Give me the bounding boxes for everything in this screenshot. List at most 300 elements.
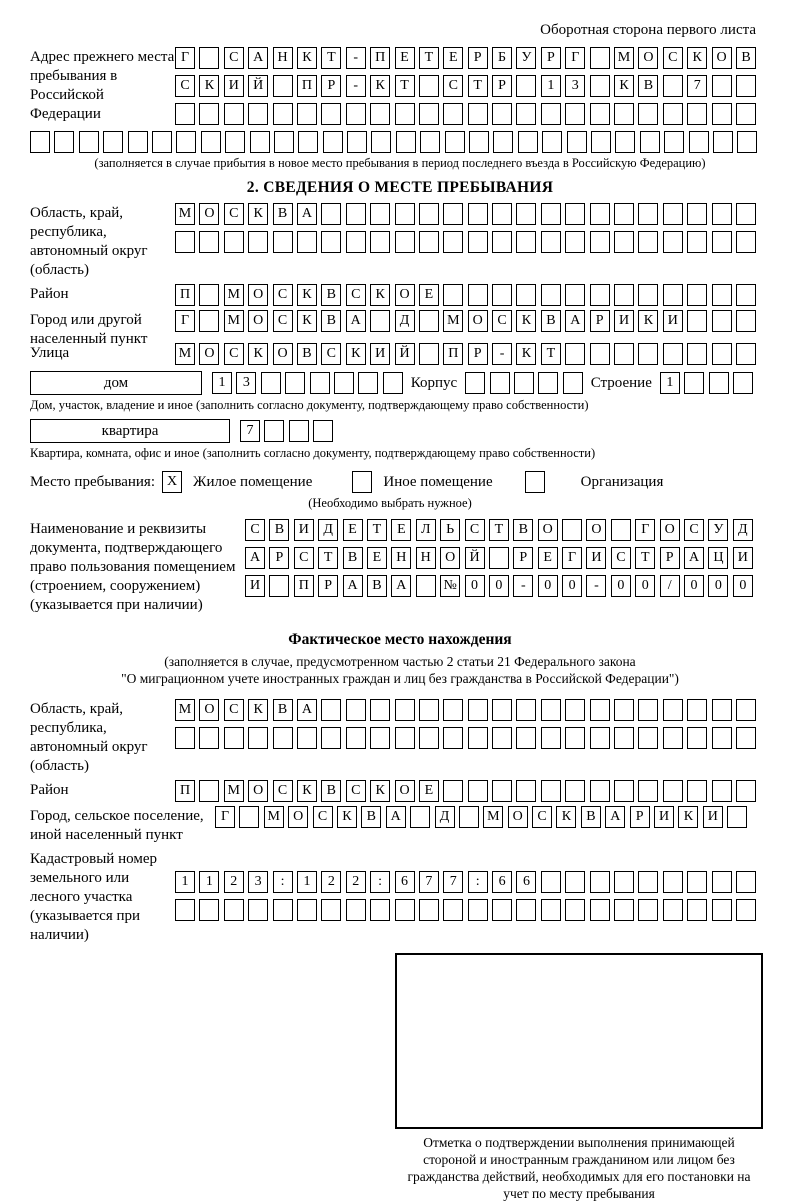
region-cell[interactable]: В: [273, 203, 293, 225]
cadastral-cell[interactable]: :: [273, 871, 293, 893]
cadastral-cell[interactable]: [492, 899, 512, 921]
street-cell[interactable]: О: [199, 343, 219, 365]
prev-address-cell[interactable]: С: [224, 47, 244, 69]
district-cell[interactable]: [199, 284, 219, 306]
actual-region-cell[interactable]: [297, 727, 317, 749]
cadastral-cell[interactable]: [541, 871, 561, 893]
title-document-cell[interactable]: [562, 519, 582, 541]
city-cell[interactable]: [712, 310, 732, 332]
region-cell[interactable]: А: [297, 203, 317, 225]
city-cell[interactable]: К: [297, 310, 317, 332]
cadastral-cell[interactable]: [663, 899, 683, 921]
title-document-cell[interactable]: 0: [538, 575, 558, 597]
prev-address-cell[interactable]: [224, 103, 244, 125]
actual-district-cell[interactable]: [199, 780, 219, 802]
actual-city-cell[interactable]: М: [264, 806, 284, 828]
house-number-cell[interactable]: [310, 372, 330, 394]
prev-address-cell[interactable]: [420, 131, 440, 153]
prev-address-cell[interactable]: О: [638, 47, 658, 69]
title-document-cell[interactable]: Т: [489, 519, 509, 541]
city-cell[interactable]: С: [492, 310, 512, 332]
actual-district-cell[interactable]: [565, 780, 585, 802]
prev-address-cell[interactable]: 7: [687, 75, 707, 97]
cadastral-cell[interactable]: [224, 899, 244, 921]
actual-region-cell[interactable]: К: [248, 699, 268, 721]
city-cell[interactable]: В: [541, 310, 561, 332]
region-cell[interactable]: [590, 203, 610, 225]
cadastral-cell[interactable]: 1: [297, 871, 317, 893]
actual-district-cell[interactable]: [712, 780, 732, 802]
title-document-cell[interactable]: Е: [391, 519, 411, 541]
title-document-cell[interactable]: Р: [660, 547, 680, 569]
city-cell[interactable]: М: [443, 310, 463, 332]
title-document-cell[interactable]: /: [660, 575, 680, 597]
prev-address-cell[interactable]: [298, 131, 318, 153]
title-document-cell[interactable]: О: [660, 519, 680, 541]
cadastral-cell[interactable]: [395, 899, 415, 921]
cadastral-cell[interactable]: [712, 899, 732, 921]
actual-district-cell[interactable]: [638, 780, 658, 802]
city-cell[interactable]: [419, 310, 439, 332]
title-document-cell[interactable]: Й: [465, 547, 485, 569]
actual-district-cell[interactable]: [492, 780, 512, 802]
actual-city-cell[interactable]: А: [605, 806, 625, 828]
actual-region-cell[interactable]: [370, 699, 390, 721]
city-cell[interactable]: [199, 310, 219, 332]
actual-district-cell[interactable]: [736, 780, 756, 802]
stroenie-cell[interactable]: 1: [660, 372, 680, 394]
title-document-cell[interactable]: И: [245, 575, 265, 597]
cadastral-cell[interactable]: [590, 871, 610, 893]
prev-address-cell[interactable]: [396, 131, 416, 153]
prev-address-cell[interactable]: [323, 131, 343, 153]
actual-region-cell[interactable]: М: [175, 699, 195, 721]
district-cell[interactable]: В: [321, 284, 341, 306]
cadastral-cell[interactable]: [370, 899, 390, 921]
prev-address-cell[interactable]: [638, 103, 658, 125]
prev-address-cell[interactable]: [640, 131, 660, 153]
actual-region-cell[interactable]: С: [224, 699, 244, 721]
city-cell[interactable]: И: [663, 310, 683, 332]
region-cell[interactable]: [199, 231, 219, 253]
actual-region-cell[interactable]: [419, 699, 439, 721]
cadastral-cell[interactable]: [273, 899, 293, 921]
actual-region-cell[interactable]: [346, 699, 366, 721]
actual-region-cell[interactable]: [321, 699, 341, 721]
prev-address-cell[interactable]: Р: [541, 47, 561, 69]
district-cell[interactable]: О: [395, 284, 415, 306]
cadastral-cell[interactable]: 7: [443, 871, 463, 893]
actual-district-cell[interactable]: В: [321, 780, 341, 802]
city-cell[interactable]: С: [273, 310, 293, 332]
korpus-cell[interactable]: [563, 372, 583, 394]
district-cell[interactable]: [712, 284, 732, 306]
city-cell[interactable]: М: [224, 310, 244, 332]
region-cell[interactable]: [541, 231, 561, 253]
district-cell[interactable]: П: [175, 284, 195, 306]
cadastral-cell[interactable]: [614, 871, 634, 893]
district-cell[interactable]: [687, 284, 707, 306]
region-cell[interactable]: [492, 231, 512, 253]
actual-region-cell[interactable]: [516, 699, 536, 721]
street-cell[interactable]: О: [273, 343, 293, 365]
prev-address-cell[interactable]: Т: [321, 47, 341, 69]
actual-district-cell[interactable]: О: [395, 780, 415, 802]
region-cell[interactable]: [321, 231, 341, 253]
street-cell[interactable]: [736, 343, 756, 365]
prev-address-cell[interactable]: [370, 103, 390, 125]
korpus-cell[interactable]: [490, 372, 510, 394]
city-cell[interactable]: О: [248, 310, 268, 332]
apartment-number-cell[interactable]: [264, 420, 284, 442]
house-number-cell[interactable]: [285, 372, 305, 394]
title-document-cell[interactable]: №: [440, 575, 460, 597]
actual-district-cell[interactable]: О: [248, 780, 268, 802]
region-cell[interactable]: [346, 203, 366, 225]
city-cell[interactable]: Г: [175, 310, 195, 332]
title-document-cell[interactable]: 0: [635, 575, 655, 597]
prev-address-cell[interactable]: [736, 103, 756, 125]
title-document-cell[interactable]: В: [513, 519, 533, 541]
region-cell[interactable]: [541, 203, 561, 225]
district-cell[interactable]: С: [273, 284, 293, 306]
actual-city-cell[interactable]: И: [654, 806, 674, 828]
actual-region-cell[interactable]: [346, 727, 366, 749]
prev-address-cell[interactable]: Р: [321, 75, 341, 97]
region-cell[interactable]: С: [224, 203, 244, 225]
region-cell[interactable]: [565, 203, 585, 225]
prev-address-cell[interactable]: Е: [395, 47, 415, 69]
actual-district-cell[interactable]: М: [224, 780, 244, 802]
prev-address-cell[interactable]: [518, 131, 538, 153]
region-cell[interactable]: [395, 231, 415, 253]
cadastral-cell[interactable]: [565, 871, 585, 893]
title-document-cell[interactable]: О: [440, 547, 460, 569]
actual-city-cell[interactable]: И: [703, 806, 723, 828]
cadastral-cell[interactable]: :: [468, 871, 488, 893]
prev-address-cell[interactable]: [128, 131, 148, 153]
cadastral-cell[interactable]: 2: [346, 871, 366, 893]
actual-district-cell[interactable]: [614, 780, 634, 802]
actual-region-cell[interactable]: [492, 727, 512, 749]
region-cell[interactable]: М: [175, 203, 195, 225]
actual-region-cell[interactable]: [199, 727, 219, 749]
cadastral-cell[interactable]: 6: [492, 871, 512, 893]
prev-address-cell[interactable]: К: [199, 75, 219, 97]
prev-address-cell[interactable]: С: [443, 75, 463, 97]
apartment-number-cell[interactable]: [313, 420, 333, 442]
street-cell[interactable]: С: [224, 343, 244, 365]
street-cell[interactable]: П: [443, 343, 463, 365]
actual-city-cell[interactable]: [410, 806, 430, 828]
prev-address-cell[interactable]: -: [346, 75, 366, 97]
region-cell[interactable]: [590, 231, 610, 253]
actual-region-cell[interactable]: [712, 699, 732, 721]
title-document-cell[interactable]: И: [733, 547, 753, 569]
title-document-cell[interactable]: С: [684, 519, 704, 541]
district-cell[interactable]: [565, 284, 585, 306]
prev-address-cell[interactable]: [419, 75, 439, 97]
actual-region-cell[interactable]: [273, 727, 293, 749]
house-number-cell[interactable]: [383, 372, 403, 394]
title-document-cell[interactable]: Е: [367, 547, 387, 569]
district-cell[interactable]: С: [346, 284, 366, 306]
prev-address-cell[interactable]: [371, 131, 391, 153]
title-document-cell[interactable]: В: [367, 575, 387, 597]
cadastral-cell[interactable]: [199, 899, 219, 921]
actual-region-cell[interactable]: [248, 727, 268, 749]
prev-address-cell[interactable]: [274, 131, 294, 153]
prev-address-cell[interactable]: [395, 103, 415, 125]
prev-address-cell[interactable]: У: [516, 47, 536, 69]
district-cell[interactable]: [590, 284, 610, 306]
region-cell[interactable]: [248, 231, 268, 253]
cadastral-cell[interactable]: [419, 899, 439, 921]
house-number-cell[interactable]: 3: [236, 372, 256, 394]
cadastral-cell[interactable]: [248, 899, 268, 921]
actual-region-cell[interactable]: [663, 699, 683, 721]
district-cell[interactable]: Е: [419, 284, 439, 306]
prev-address-cell[interactable]: [297, 103, 317, 125]
stroenie-cell[interactable]: [684, 372, 704, 394]
cadastral-cell[interactable]: [468, 899, 488, 921]
actual-region-cell[interactable]: [736, 699, 756, 721]
title-document-cell[interactable]: С: [611, 547, 631, 569]
residential-checkbox-cell[interactable]: X: [162, 471, 182, 493]
title-document-cell[interactable]: 0: [562, 575, 582, 597]
district-cell[interactable]: К: [297, 284, 317, 306]
cadastral-cell[interactable]: [638, 871, 658, 893]
street-cell[interactable]: М: [175, 343, 195, 365]
street-cell[interactable]: Т: [541, 343, 561, 365]
cadastral-cell[interactable]: 1: [199, 871, 219, 893]
cadastral-cell[interactable]: [565, 899, 585, 921]
prev-address-cell[interactable]: В: [736, 47, 756, 69]
prev-address-cell[interactable]: [469, 131, 489, 153]
city-cell[interactable]: [687, 310, 707, 332]
actual-region-cell[interactable]: В: [273, 699, 293, 721]
actual-city-cell[interactable]: Д: [435, 806, 455, 828]
prev-address-cell[interactable]: [737, 131, 757, 153]
region-cell[interactable]: [712, 231, 732, 253]
title-document-cell[interactable]: У: [708, 519, 728, 541]
region-cell[interactable]: [443, 231, 463, 253]
house-number-cell[interactable]: [334, 372, 354, 394]
cadastral-cell[interactable]: [638, 899, 658, 921]
title-document-cell[interactable]: О: [538, 519, 558, 541]
prev-address-cell[interactable]: [663, 103, 683, 125]
district-cell[interactable]: [492, 284, 512, 306]
prev-address-cell[interactable]: [590, 47, 610, 69]
title-document-cell[interactable]: [611, 519, 631, 541]
district-cell[interactable]: О: [248, 284, 268, 306]
actual-district-cell[interactable]: К: [370, 780, 390, 802]
region-cell[interactable]: [712, 203, 732, 225]
region-cell[interactable]: [736, 231, 756, 253]
actual-region-cell[interactable]: [370, 727, 390, 749]
title-document-cell[interactable]: П: [294, 575, 314, 597]
korpus-cell[interactable]: [538, 372, 558, 394]
city-cell[interactable]: [370, 310, 390, 332]
actual-region-cell[interactable]: [175, 727, 195, 749]
actual-region-cell[interactable]: [590, 699, 610, 721]
cadastral-cell[interactable]: [346, 899, 366, 921]
prev-address-cell[interactable]: [103, 131, 123, 153]
title-document-cell[interactable]: [416, 575, 436, 597]
prev-address-cell[interactable]: Н: [273, 47, 293, 69]
title-document-cell[interactable]: О: [586, 519, 606, 541]
prev-address-cell[interactable]: [79, 131, 99, 153]
cadastral-cell[interactable]: [541, 899, 561, 921]
prev-address-cell[interactable]: [567, 131, 587, 153]
district-cell[interactable]: [541, 284, 561, 306]
title-document-cell[interactable]: Т: [367, 519, 387, 541]
house-number-cell[interactable]: 1: [212, 372, 232, 394]
district-cell[interactable]: [638, 284, 658, 306]
prev-address-cell[interactable]: Т: [468, 75, 488, 97]
prev-address-cell[interactable]: Т: [419, 47, 439, 69]
actual-city-cell[interactable]: А: [386, 806, 406, 828]
title-document-cell[interactable]: Т: [318, 547, 338, 569]
street-cell[interactable]: Й: [395, 343, 415, 365]
prev-address-cell[interactable]: [225, 131, 245, 153]
prev-address-cell[interactable]: [176, 131, 196, 153]
actual-region-cell[interactable]: О: [199, 699, 219, 721]
cadastral-cell[interactable]: [687, 899, 707, 921]
prev-address-cell[interactable]: [199, 47, 219, 69]
prev-address-cell[interactable]: [54, 131, 74, 153]
cadastral-cell[interactable]: 2: [224, 871, 244, 893]
title-document-cell[interactable]: 0: [733, 575, 753, 597]
actual-region-cell[interactable]: [541, 699, 561, 721]
street-cell[interactable]: [419, 343, 439, 365]
korpus-cell[interactable]: [514, 372, 534, 394]
prev-address-cell[interactable]: Б: [492, 47, 512, 69]
actual-city-cell[interactable]: К: [337, 806, 357, 828]
actual-city-cell[interactable]: В: [361, 806, 381, 828]
region-cell[interactable]: К: [248, 203, 268, 225]
cadastral-cell[interactable]: 3: [248, 871, 268, 893]
region-cell[interactable]: [468, 231, 488, 253]
prev-address-cell[interactable]: К: [614, 75, 634, 97]
actual-district-cell[interactable]: [663, 780, 683, 802]
district-cell[interactable]: [516, 284, 536, 306]
title-document-cell[interactable]: -: [513, 575, 533, 597]
actual-district-cell[interactable]: К: [297, 780, 317, 802]
title-document-cell[interactable]: И: [294, 519, 314, 541]
region-cell[interactable]: [346, 231, 366, 253]
title-document-cell[interactable]: 0: [489, 575, 509, 597]
prev-address-cell[interactable]: [542, 131, 562, 153]
cadastral-cell[interactable]: 2: [321, 871, 341, 893]
region-cell[interactable]: [321, 203, 341, 225]
prev-address-cell[interactable]: М: [614, 47, 634, 69]
cadastral-cell[interactable]: [590, 899, 610, 921]
stroenie-cell[interactable]: [733, 372, 753, 394]
region-cell[interactable]: [663, 231, 683, 253]
street-cell[interactable]: [614, 343, 634, 365]
title-document-cell[interactable]: В: [269, 519, 289, 541]
region-cell[interactable]: [468, 203, 488, 225]
prev-address-cell[interactable]: [273, 103, 293, 125]
region-cell[interactable]: [614, 231, 634, 253]
street-cell[interactable]: [638, 343, 658, 365]
cadastral-cell[interactable]: [321, 899, 341, 921]
title-document-cell[interactable]: 0: [611, 575, 631, 597]
region-cell[interactable]: [663, 203, 683, 225]
actual-city-cell[interactable]: К: [556, 806, 576, 828]
region-cell[interactable]: [224, 231, 244, 253]
district-cell[interactable]: [614, 284, 634, 306]
actual-region-cell[interactable]: [395, 699, 415, 721]
prev-address-cell[interactable]: И: [224, 75, 244, 97]
city-cell[interactable]: И: [614, 310, 634, 332]
prev-address-cell[interactable]: В: [638, 75, 658, 97]
street-cell[interactable]: [590, 343, 610, 365]
city-cell[interactable]: О: [468, 310, 488, 332]
title-document-cell[interactable]: Е: [343, 519, 363, 541]
prev-address-cell[interactable]: [175, 103, 195, 125]
title-document-cell[interactable]: Р: [513, 547, 533, 569]
house-type-box[interactable]: дом: [30, 371, 202, 395]
prev-address-cell[interactable]: Р: [468, 47, 488, 69]
cadastral-cell[interactable]: 6: [516, 871, 536, 893]
street-cell[interactable]: В: [297, 343, 317, 365]
prev-address-cell[interactable]: Т: [395, 75, 415, 97]
prev-address-cell[interactable]: [590, 75, 610, 97]
actual-region-cell[interactable]: [565, 727, 585, 749]
title-document-cell[interactable]: Г: [562, 547, 582, 569]
title-document-cell[interactable]: Ь: [440, 519, 460, 541]
region-cell[interactable]: [516, 203, 536, 225]
title-document-cell[interactable]: [269, 575, 289, 597]
region-cell[interactable]: [370, 231, 390, 253]
street-cell[interactable]: [565, 343, 585, 365]
cadastral-cell[interactable]: 6: [395, 871, 415, 893]
title-document-cell[interactable]: Т: [635, 547, 655, 569]
actual-region-cell[interactable]: [395, 727, 415, 749]
title-document-cell[interactable]: 0: [465, 575, 485, 597]
region-cell[interactable]: [638, 203, 658, 225]
house-number-cell[interactable]: [358, 372, 378, 394]
prev-address-cell[interactable]: [712, 103, 732, 125]
prev-address-cell[interactable]: [736, 75, 756, 97]
actual-region-cell[interactable]: [516, 727, 536, 749]
title-document-cell[interactable]: [489, 547, 509, 569]
city-cell[interactable]: В: [321, 310, 341, 332]
street-cell[interactable]: К: [346, 343, 366, 365]
cadastral-cell[interactable]: [614, 899, 634, 921]
cadastral-cell[interactable]: [443, 899, 463, 921]
prev-address-cell[interactable]: [250, 131, 270, 153]
actual-city-cell[interactable]: [727, 806, 747, 828]
actual-region-cell[interactable]: [663, 727, 683, 749]
street-cell[interactable]: -: [492, 343, 512, 365]
prev-address-cell[interactable]: Е: [443, 47, 463, 69]
actual-city-cell[interactable]: [459, 806, 479, 828]
prev-address-cell[interactable]: К: [297, 47, 317, 69]
prev-address-cell[interactable]: [541, 103, 561, 125]
prev-address-cell[interactable]: 1: [541, 75, 561, 97]
prev-address-cell[interactable]: Й: [248, 75, 268, 97]
region-cell[interactable]: О: [199, 203, 219, 225]
title-document-cell[interactable]: Е: [538, 547, 558, 569]
title-document-cell[interactable]: 0: [708, 575, 728, 597]
title-document-cell[interactable]: Д: [733, 519, 753, 541]
actual-district-cell[interactable]: [443, 780, 463, 802]
region-cell[interactable]: [419, 231, 439, 253]
region-cell[interactable]: [395, 203, 415, 225]
